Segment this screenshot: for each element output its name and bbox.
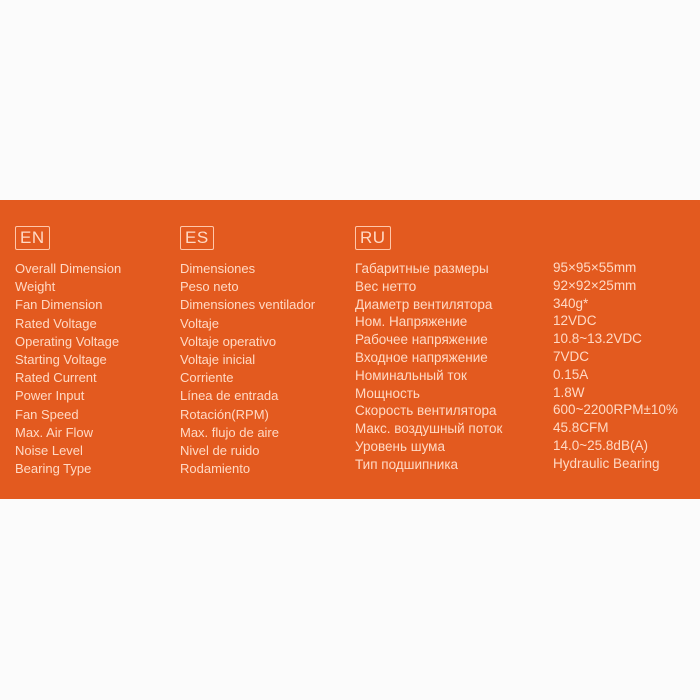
russian-spec-list: [355, 260, 502, 474]
english-column: [15, 226, 121, 478]
spec-value: 1.8W: [553, 384, 585, 400]
spec-label-es: Rotación(RPM): [180, 406, 269, 422]
spec-value: 7VDC: [553, 348, 590, 364]
english-spec-list: [15, 260, 121, 478]
spec-label-es: Dimensiones: [180, 261, 256, 276]
spec-label-en: Operating Voltage: [15, 333, 120, 349]
spec-value: Hydraulic Bearing: [553, 455, 660, 471]
spec-value: 92×92×25mm: [553, 277, 637, 293]
spec-label-en: Fan Speed: [15, 406, 79, 422]
spec-label-ru: Ном. Напряжение: [355, 314, 468, 330]
spec-label-en: Overall Dimension: [15, 261, 122, 276]
spec-label-ru: Входное напряжение: [355, 349, 488, 365]
spec-label-ru: Рабочее напряжение: [355, 332, 488, 348]
spec-values-list: [553, 259, 678, 473]
spec-label-ru: Номинальный ток: [355, 367, 467, 383]
lang-badge-es: ES: [180, 226, 214, 250]
spec-label-ru: Скорость вентилятора: [355, 403, 497, 419]
spec-label-en: Starting Voltage: [15, 352, 107, 368]
spec-value: 95×95×55mm: [553, 260, 637, 275]
spec-label-es: Línea de entrada: [180, 388, 279, 404]
spec-value: 600~2200RPM±10%: [553, 402, 678, 418]
spec-label-ru: Вес нетто: [355, 278, 417, 294]
spec-value: 45.8CFM: [553, 420, 609, 436]
spanish-spec-list: [180, 260, 315, 478]
spec-value: 12VDC: [553, 313, 597, 329]
spec-label-en: Rated Voltage: [15, 315, 97, 331]
spec-label-ru: Мощность: [355, 385, 420, 401]
spec-label-en: Bearing Type: [15, 461, 92, 477]
spec-label-es: Voltaje operativo: [180, 333, 277, 349]
spec-label-ru: Макс. воздушный поток: [355, 421, 503, 437]
spec-label-en: Fan Dimension: [15, 297, 103, 313]
spec-label-ru: Габаритные размеры: [355, 261, 489, 276]
spec-label-es: Peso neto: [180, 279, 239, 295]
lang-badge-en: EN: [15, 226, 50, 250]
spec-label-en: Max. Air Flow: [15, 424, 94, 440]
spec-value: 0.15A: [553, 366, 589, 382]
spec-label-es: Voltaje inicial: [180, 352, 256, 368]
spec-label-es: Dimensiones ventilador: [180, 297, 316, 313]
spanish-column: [180, 226, 315, 478]
spec-label-en: Noise Level: [15, 443, 83, 459]
spec-label-en: Rated Current: [15, 370, 97, 386]
spec-label-es: Nivel de ruido: [180, 443, 260, 459]
values-spacer: [553, 226, 678, 259]
spec-label-ru: Уровень шума: [355, 438, 445, 454]
spec-label-en: Weight: [15, 279, 56, 295]
spec-label-es: Corriente: [180, 370, 234, 386]
russian-column: [355, 226, 502, 474]
lang-badge-ru: RU: [355, 226, 391, 250]
spec-label-ru: Диаметр вентилятора: [355, 296, 493, 312]
spec-value: 10.8~13.2VDC: [553, 331, 642, 347]
spec-label-es: Rodamiento: [180, 461, 251, 477]
spec-value: 340g*: [553, 295, 589, 311]
spec-label-es: Voltaje: [180, 315, 220, 331]
spec-value: 14.0~25.8dB(A): [553, 437, 648, 453]
spec-label-es: Max. flujo de aire: [180, 424, 279, 440]
values-column: [553, 226, 678, 473]
spec-label-ru: Тип подшипника: [355, 456, 459, 472]
spec-label-en: Power Input: [15, 388, 85, 404]
